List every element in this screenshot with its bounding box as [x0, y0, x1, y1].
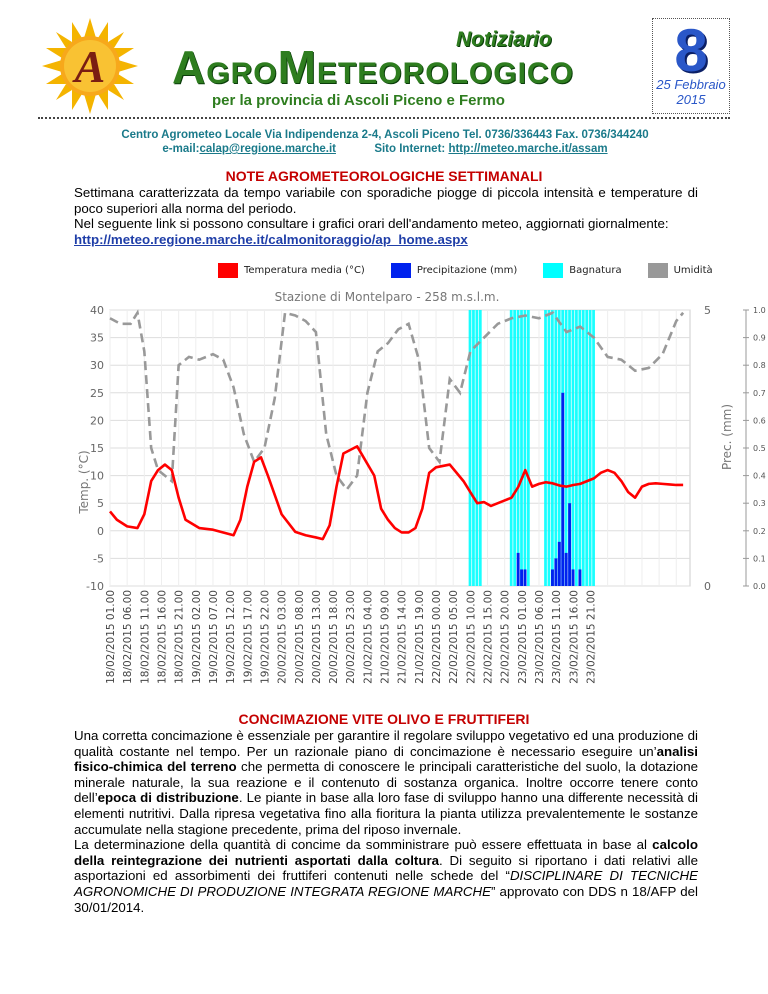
humidity-tick-label: 0.9 — [753, 333, 766, 343]
wetness-bar — [520, 310, 523, 586]
precipitation-bar — [520, 569, 523, 586]
weather-chart — [72, 282, 768, 700]
wetness-bar — [544, 310, 547, 586]
brand-m: M — [277, 41, 317, 93]
x-tick-label: 22/02/2015 15.00 — [482, 590, 495, 684]
y-tick-label: 20 — [90, 414, 104, 428]
wetness-bar — [551, 310, 554, 586]
x-tick-label: 19/02/2015 17.00 — [242, 590, 255, 684]
x-tick-label: 20/02/2015 18.00 — [328, 590, 341, 684]
concimazione-section-title: CONCIMAZIONE VITE OLIVO E FRUTTIFERI — [238, 711, 530, 727]
wetness-bar — [565, 310, 568, 586]
wetness-bar — [476, 310, 479, 586]
p1-part-e: . Le piante in base alla loro fase di sviluppo hanno una differente necessità di elementi nutritivi. Dalla ripresa vegetativa fino alla fioritura la pianta utilizza prevalentemente le sostanze accumulate nella stagione precedente, prima del riposo invernale. — [74, 790, 699, 837]
x-tick-label: 18/02/2015 16.00 — [156, 590, 169, 684]
x-tick-label: 20/02/2015 08.00 — [293, 590, 306, 684]
legend-swatch-wetness — [543, 263, 563, 278]
wetness-bar — [582, 310, 585, 586]
wetness-bar — [548, 310, 551, 586]
x-tick-label: 22/02/2015 00.00 — [431, 590, 444, 684]
humidity-tick-label: 1.0 — [753, 306, 766, 315]
wetness-bar — [524, 310, 527, 586]
legend-swatch-humidity — [648, 263, 668, 278]
x-tick-label: 20/02/2015 13.00 — [310, 590, 323, 684]
wetness-bar — [585, 310, 588, 586]
wetness-bar — [517, 310, 520, 586]
note-paragraph — [74, 185, 698, 247]
issue-date-year: 2015 — [676, 92, 706, 107]
logo-letter: A — [74, 41, 106, 92]
p1-part-a: Una corretta concimazione è essenziale per garantire il regolare sviluppo vegetativo ed una produzione di qualità costante nel tempo. Per un razionale piano di concimazione è necessario eseguire un’ — [74, 728, 698, 759]
x-tick-label: 21/02/2015 14.00 — [396, 590, 409, 684]
y-tick-label: 5 — [97, 497, 104, 511]
wetness-bar — [472, 310, 475, 586]
wetness-bar — [592, 310, 595, 586]
precipitation-bar — [517, 553, 520, 586]
x-tick-label: 21/02/2015 19.00 — [413, 590, 426, 684]
humidity-tick-label: 0.4 — [753, 471, 766, 481]
humidity-tick-label: 0.1 — [753, 554, 766, 564]
wetness-bar — [469, 310, 472, 586]
y-tick-label: 10 — [90, 469, 104, 483]
y-tick-label: -5 — [93, 552, 104, 566]
chart-legend — [218, 261, 739, 279]
issue-number: 8 — [674, 17, 708, 84]
note-text-1: Settimana caratterizzata da tempo variabile con sporadiche piogge di piccola intensità e temperature di poco superiori alla norma del periodo. — [74, 185, 698, 216]
note-text-2: Nel seguente link si possono consultare i grafici orari dell'andamento meteo, aggiornati giornalmente: — [74, 216, 669, 232]
legend-item-precipitation — [391, 263, 517, 278]
x-tick-label: 21/02/2015 04.00 — [362, 590, 375, 684]
contact-address: Centro Agrometeo Locale Via Indipendenza 2-4, Ascoli Piceno Tel. 0736/336443 Fax. 0736/344240 — [121, 129, 649, 141]
y-tick-label: 25 — [90, 386, 104, 400]
wetness-bar — [589, 310, 592, 586]
p1-bold-epoca: epoca di distribuzione — [97, 790, 239, 806]
legend-item-wetness — [543, 263, 621, 278]
p2-part-c: . Di seguito si riportano i dati relativi alle asportazioni ed assorbimenti dei fruttiferi contenuti nelle schede del “ — [74, 852, 699, 884]
humidity-tick-label: 0.2 — [753, 526, 766, 536]
precipitation-bar — [551, 569, 554, 586]
concimazione-paragraph — [74, 728, 698, 915]
p2-part-a: La determinazione della quantità di concime da somministrare può essere effettuata in base al — [74, 837, 653, 853]
y-right-tick-label: 5 — [704, 304, 711, 317]
agrometeo-logo-sun — [42, 18, 138, 114]
x-tick-label: 20/02/2015 23.00 — [345, 590, 358, 684]
humidity-tick-label: 0.0 — [753, 582, 766, 591]
issue-date-day: 25 Febbraio — [656, 77, 726, 92]
x-tick-label: 23/02/2015 06.00 — [533, 590, 546, 684]
p1-bold-analisi: analisi fisico-chimica del terreno — [74, 743, 698, 775]
precipitation-bar — [554, 558, 557, 586]
wetness-bar — [513, 310, 516, 586]
y-tick-label: 30 — [90, 359, 104, 373]
legend-swatch-temperature — [218, 263, 238, 278]
legend-label-temperature: Temperatura media (°C) — [244, 264, 365, 276]
humidity-tick-label: 0.5 — [753, 444, 766, 453]
note-section-title: NOTE AGROMETEOROLOGICHE SETTIMANALI — [225, 168, 543, 184]
concimazione-p2 — [74, 837, 698, 915]
contact-block — [40, 128, 730, 156]
x-tick-label: 18/02/2015 11.00 — [139, 590, 152, 684]
brand-title — [172, 40, 574, 94]
precipitation-bar — [524, 569, 527, 586]
chart-title: Stazione di Montelparo - 258 m.s.l.m. — [274, 290, 500, 304]
precipitation-bar — [561, 393, 564, 586]
wetness-bar — [578, 310, 581, 586]
humidity-tick-label: 0.8 — [753, 361, 766, 371]
issue-date — [653, 77, 729, 107]
x-tick-label: 18/02/2015 06.00 — [122, 590, 135, 684]
wetness-bar — [572, 310, 575, 586]
wetness-bar — [479, 310, 482, 586]
x-tick-label: 21/02/2015 09.00 — [379, 590, 392, 684]
concimazione-p1 — [74, 728, 698, 837]
x-tick-label: 23/02/2015 11.00 — [551, 590, 564, 684]
legend-label-wetness: Bagnatura — [569, 264, 622, 276]
p2-bold-calcolo: calcolo della reintegrazione dei nutrienti asportati dalla coltura — [74, 837, 698, 868]
precipitation-bar — [558, 542, 561, 586]
legend-label-humidity: Umidità — [673, 264, 713, 276]
wetness-bar — [510, 310, 513, 586]
y-tick-label: 35 — [90, 331, 104, 345]
y-tick-label: 0 — [97, 524, 104, 538]
p2-part-e: ” approvato con DDS n 18/AFP del 30/01/2014. — [74, 883, 698, 915]
precipitation-bar — [565, 553, 568, 586]
x-tick-label: 19/02/2015 12.00 — [225, 590, 238, 684]
precipitation-bar — [578, 569, 581, 586]
email-link[interactable]: calap@regione.marche.it — [199, 143, 336, 155]
x-tick-label: 22/02/2015 20.00 — [499, 590, 512, 684]
y-tick-label: 15 — [90, 442, 104, 455]
humidity-tick-label: 0.7 — [753, 388, 766, 398]
y-tick-label: -10 — [86, 580, 104, 593]
x-tick-label: 22/02/2015 05.00 — [448, 590, 461, 684]
x-tick-label: 19/02/2015 02.00 — [190, 590, 203, 684]
x-tick-label: 19/02/2015 07.00 — [207, 590, 220, 684]
brand-gro: GRO — [206, 57, 278, 90]
notiziario-label: Notiziario — [456, 28, 552, 51]
legend-label-precipitation: Precipitazione (mm) — [416, 264, 518, 276]
x-tick-label: 19/02/2015 22.00 — [259, 590, 272, 684]
x-tick-label: 23/02/2015 21.00 — [585, 590, 598, 684]
precipitation-bar — [572, 569, 575, 586]
header-divider — [38, 117, 730, 119]
site-link[interactable]: http://meteo.marche.it/assam — [448, 143, 608, 155]
brand-a: A — [172, 41, 207, 93]
humidity-tick-label: 0.6 — [753, 416, 766, 426]
x-tick-label: 18/02/2015 01.00 — [105, 590, 117, 684]
x-tick-label: 23/02/2015 01.00 — [516, 590, 529, 684]
p1-part-c: che permetta di conoscere le principali caratteristiche del suolo, la dotazione minerale naturale, la sua reazione e il contenuto di sostanza organica. Inoltre occorre tenere conto dell’ — [74, 759, 698, 806]
brand-eteorologico: ETEOROLOGICO — [316, 57, 574, 90]
y-axis-label: Temp. (°C) — [77, 450, 91, 514]
x-tick-label: 18/02/2015 21.00 — [173, 590, 186, 684]
contact-web-line — [40, 142, 730, 156]
wetness-bar — [575, 310, 578, 586]
y-right-tick-label: 0 — [704, 580, 711, 593]
wetness-bar — [554, 310, 557, 586]
x-tick-label: 20/02/2015 03.00 — [276, 590, 289, 684]
issue-box — [652, 18, 730, 114]
monitoring-link[interactable]: http://meteo.regione.marche.it/calmonitoraggio/ap_home.aspx — [74, 231, 468, 247]
site-label: Sito Internet: — [374, 143, 446, 155]
precipitation-bar — [568, 503, 571, 586]
legend-swatch-precipitation — [391, 263, 411, 278]
y-axis-label-right: Prec. (mm) — [720, 403, 734, 471]
legend-item-temperature — [218, 263, 365, 278]
p2-italic-disciplinare: DISCIPLINARE DI TECNICHE AGRONOMICHE DI PRODUZIONE INTEGRATA REGIONE MARCHE — [74, 868, 698, 899]
email-label: e-mail: — [162, 143, 200, 155]
header-subtitle: per la provincia di Ascoli Piceno e Fermo — [212, 92, 505, 109]
x-tick-label: 22/02/2015 10.00 — [465, 590, 478, 684]
x-tick-label: 23/02/2015 16.00 — [568, 590, 581, 684]
wetness-bar — [527, 310, 530, 586]
y-tick-label: 40 — [90, 304, 104, 317]
legend-item-humidity — [648, 263, 713, 278]
humidity-tick-label: 0.3 — [753, 499, 766, 509]
